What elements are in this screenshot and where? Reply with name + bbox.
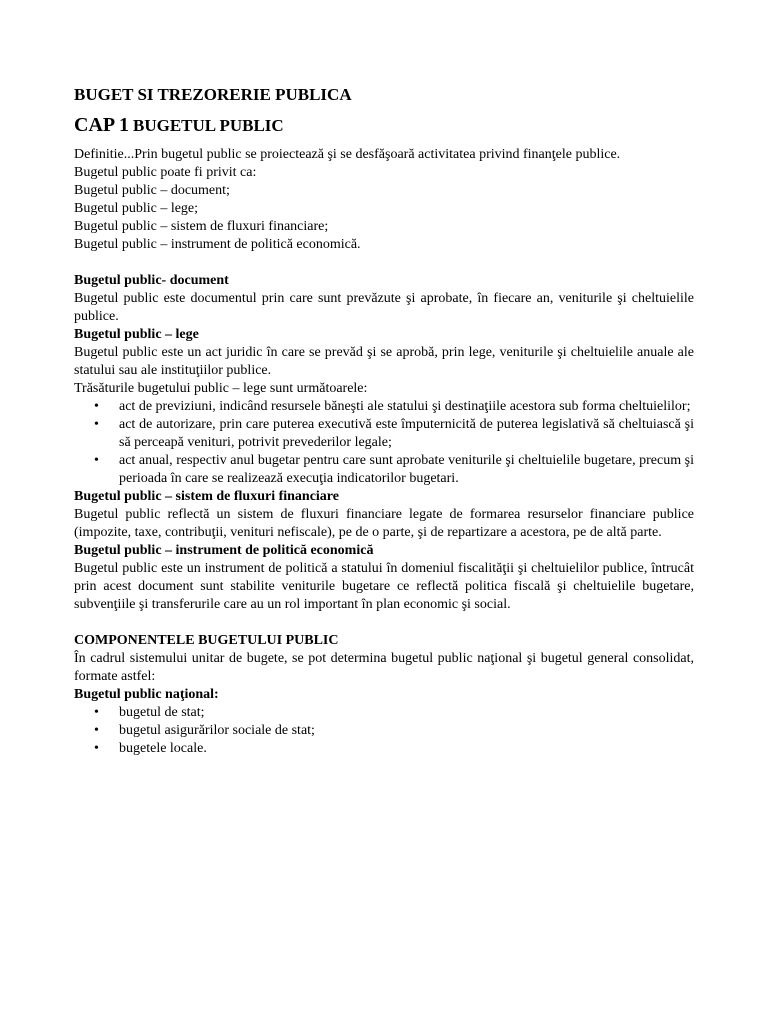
chapter-title [74, 112, 694, 140]
traits-intro: Trăsăturile bugetului public – lege sunt următoarele: [74, 381, 368, 396]
list-item-text: act de autorizare, prin care puterea executivă este împuternicită de puterea legislativă să cheltuiască şi să perceapă venituri, potrivit prevederilor legale; [119, 417, 694, 450]
list-item-text: act anual, respectiv anul bugetar pentru care sunt aprobate veniturile şi cheltuielile bugetare, precum şi perioada în care se realizează execuţia indicatorilor bugetari. [119, 453, 694, 486]
section-text-componente: În cadrul sistemului unitar de bugete, se pot determina bugetul public naţional şi bugetul general consolidat, formate astfel: [74, 651, 694, 684]
list-item [74, 722, 694, 740]
bullet-icon: • [94, 741, 99, 756]
intro-line: Bugetul public – sistem de fluxuri financiare; [74, 219, 329, 234]
intro-line: Bugetul public – instrument de politică economică. [74, 237, 361, 252]
spacer [74, 614, 694, 632]
list-item [74, 740, 694, 758]
intro-line: Bugetul public – lege; [74, 201, 199, 216]
document-title: BUGET SI TREZORERIE PUBLICA [74, 85, 352, 104]
section-heading-fluxuri: Bugetul public – sistem de fluxuri financiare [74, 489, 339, 504]
budget-components-list [74, 704, 694, 758]
list-item-text: bugetele locale. [119, 741, 207, 756]
bullet-icon: • [94, 417, 99, 432]
bullet-icon: • [94, 723, 99, 738]
list-item-text: bugetul de stat; [119, 705, 205, 720]
list-item-text: act de previziuni, indicând resursele băneşti ale statului şi destinaţiile acestora sub forma cheltuielilor; [119, 399, 691, 414]
bullet-icon: • [94, 705, 99, 720]
bullet-icon: • [94, 453, 99, 468]
intro-line: Bugetul public – document; [74, 183, 230, 198]
section-text-document: Bugetul public este documentul prin care sunt prevăzute şi aprobate, în fiecare an, veniturile şi cheltuielile publice. [74, 291, 694, 324]
section-subheading-national: Bugetul public naţional: [74, 687, 219, 702]
spacer [74, 254, 694, 272]
section-heading-lege: Bugetul public – lege [74, 327, 199, 342]
list-item [74, 452, 694, 488]
section-text-instrument: Bugetul public este un instrument de politică a statului în domeniul fiscalităţii şi cheltuielilor publice, întrucât prin acest document sunt stabilite veniturile bugetare ce reflectă politica fiscală şi cheltuielile bugetare, subvenţiile şi transferurile care au un rol important în plan economic şi social. [74, 561, 694, 612]
list-item [74, 416, 694, 452]
section-heading-document: Bugetul public- document [74, 273, 229, 288]
bullet-icon: • [94, 399, 99, 414]
section-text-fluxuri: Bugetul public reflectă un sistem de fluxuri financiare legate de formarea resurselor financiare publice (impozite, taxe, contribuţii, venituri nefiscale), pe de o parte, şi de repartizare a acestora, pe de altă parte. [74, 507, 694, 540]
intro-line: Bugetul public poate fi privit ca: [74, 165, 257, 180]
section-heading-instrument: Bugetul public – instrument de politică economică [74, 543, 374, 558]
list-item-text: bugetul asigurărilor sociale de stat; [119, 723, 315, 738]
document-page [74, 84, 694, 758]
traits-list [74, 398, 694, 488]
section-text-lege: Bugetul public este un act juridic în care se prevăd şi se aprobă, prin lege, veniturile şi cheltuielile anuale ale statului sau ale instituţiilor publice. [74, 345, 694, 378]
intro-line: Definitie...Prin bugetul public se proiectează şi se desfăşoară activitatea privind finanţele publice. [74, 147, 621, 162]
section-heading-componente: COMPONENTELE BUGETULUI PUBLIC [74, 633, 339, 648]
chapter-name: BUGETUL PUBLIC [133, 116, 284, 135]
chapter-number: CAP 1 [74, 114, 129, 136]
list-item [74, 398, 694, 416]
list-item [74, 704, 694, 722]
